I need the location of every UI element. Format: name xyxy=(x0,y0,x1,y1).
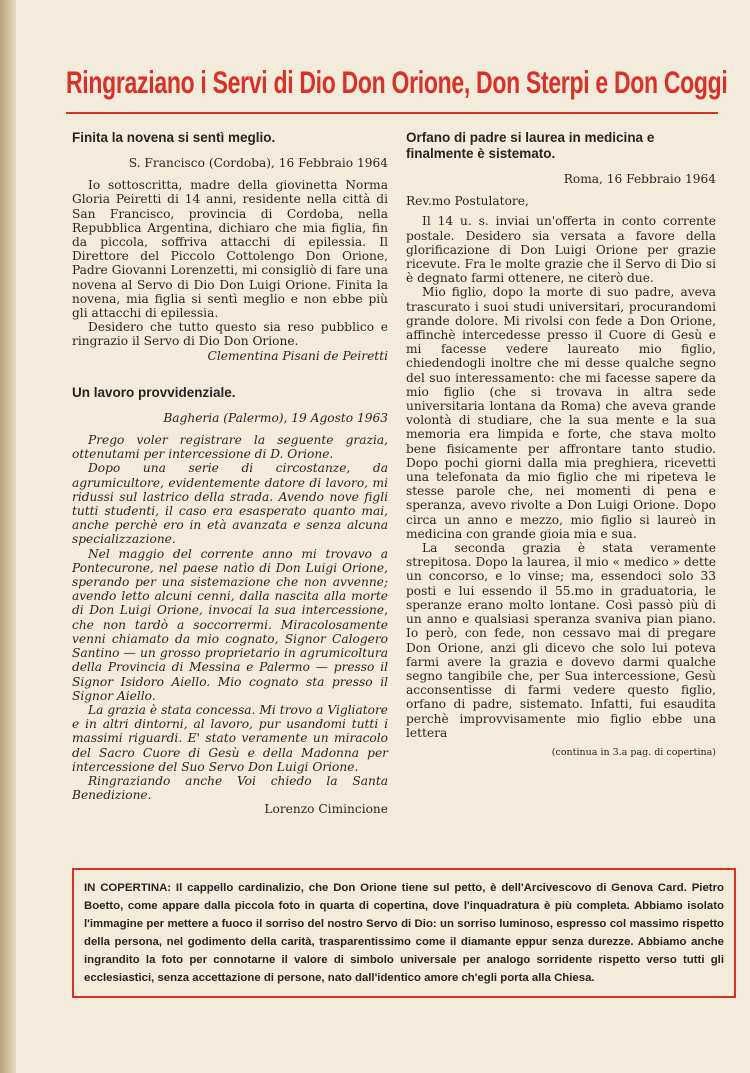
article-dateline: Bagheria (Palermo), 19 Agosto 1963 xyxy=(163,410,388,425)
article-paragraph: Io sottoscritta, madre della giovinetta Norma Gloria Peiretti di 14 anni, residente nella città di San Francisco, provincia di Cordoba, nella Repubblica Argentina, dichiaro che mia figlia, fin da piccola, soffriva attacchi di epilessia. Il Direttore del Piccolo Cottolengo Don Orione, Padre Giovanni Lorenzetti, mi consigliò di fare una novena al Servo di Dio Don Luigi Orione. Finita la novena, mia figlia si sentì meglio e non ebbe più gli attacchi di epilessia. xyxy=(72,178,388,321)
cover-note-label: IN COPERTINA: xyxy=(84,882,172,894)
cover-note-box xyxy=(72,868,736,998)
article-lavoro xyxy=(72,385,388,817)
article-title: Orfano di padre si laurea in medicina e finalmente è sistemato. xyxy=(406,130,655,161)
continuation-note: (continua in 3.a pag. di copertina) xyxy=(551,746,716,758)
article-paragraph: Il 14 u. s. inviai un'offerta in conto corrente postale. Desidero sia versata a favore della glorificazione di Don Luigi Orione per grazie ricevute. Fra le molte grazie che il Servo di Dio si è degnato farmi ottenere, ne citerò due. xyxy=(406,214,716,286)
page-headline: Ringraziano i Servi di Dio Don Orione, Don Sterpi e Don Coggi xyxy=(66,64,728,100)
article-paragraph: Dopo una serie di circostanze, da agrumicultore, evidentemente datore di lavoro, mi ridussi sul lastrico della strada. Avendo nove figli tutti studenti, il caso era esasperato quanto mai, anche perchè ero in età avanzata e senza alcuna specializzazione. xyxy=(72,461,388,547)
article-dateline: S. Francisco (Cordoba), 16 Febbraio 1964 xyxy=(128,156,388,170)
left-column xyxy=(72,130,388,817)
headline-rule xyxy=(66,112,718,114)
right-column xyxy=(406,130,716,760)
article-paragraph: La grazia è stata concessa. Mi trovo a Vigliatore e in altri dintorni, al lavoro, pur usandomi tutti i massimi riguardi. E' stato veramente un miracolo del Sacro Cuore di Gesù e della Madonna per intercessione del Suo Servo Don Luigi Orione. xyxy=(72,702,388,774)
article-paragraph: La seconda grazia è stata veramente strepitosa. Dopo la laurea, il mio « medico » dette un concorso, e lo vinse; ma, essendoci solo 33 posti e lui essendo il 55.mo in graduatoria, le speranze erano molto lontane. Così passò più di un anno e qualsiasi speranza svaniva pian piano. Io però, con fede, non cessavo mai di pregare Don Orione, anzi gli dicevo che solo lui poteva farmi avere la grazia e dovevo darmi qualche segno tangibile che, per Sua intercessione, Gesù acconsentisse di farmi vedere questo figlio, orfano di padre, sistemato. Infatti, fui esaudita perchè improvvisamente mio figlio ebbe una lettera xyxy=(406,541,716,740)
article-salutation: Rev.mo Postulatore, xyxy=(406,194,529,209)
article-signature: Clementina Pisani de Peiretti xyxy=(207,348,388,363)
article-orfano xyxy=(406,130,716,760)
article-signature: Lorenzo Cimincione xyxy=(264,802,388,817)
article-closing: Ringraziando anche Voi chiedo la Santa Benedizione. xyxy=(72,773,388,803)
article-paragraph: Prego voler registrare la seguente grazia, ottenutami per intercessione di D. Orione. xyxy=(72,433,388,462)
article-paragraph: Desidero che tutto questo sia reso pubblico e ringrazio il Servo di Dio Don Orione. xyxy=(72,320,388,349)
article-dateline: Roma, 16 Febbraio 1964 xyxy=(563,172,716,186)
article-novena xyxy=(72,130,388,363)
cover-note-text: Il cappello cardinalizio, che Don Orione tiene sul petto, è dell'Arcivescovo di Genova Card. Pietro Boetto, come appare dalla piccola foto in quarta di copertina, dove l'inquadratura è più completa. Abbiamo isolato l'immagine per mettere a fuoco il sorriso del nostro Servo di Dio: un sorriso luminoso, espresso col massimo rispetto della persona, nel godimento della carità, trasparentissimo come il diamante eppur senza durezze. Abbiamo anche ingrandito la foto per connotarne il valore di simbolo universale per analogo sorridente rispetto verso tutti gli ecclesiastici, senza accettazione di persone, nato dall'identico amore ch'egli porta alla Chiesa. xyxy=(84,882,724,984)
book-spine-edge xyxy=(0,0,16,1073)
article-paragraph: Mio figlio, dopo la morte di suo padre, aveva trascurato i suoi studi universitari, procurandomi grande dolore. Mi rivolsi con fede a Don Orione, affinchè intercedesse presso il Cuore di Gesù e mi facesse vedere laureato mio figlio, chiedendogli inoltre che mi desse qualche segno del suo interessamento: che mi facesse sapere da mio figlio (che si trovava in altra sede universitaria lontana da Roma) che aveva grande volontà di studiare, che la sua mente e la sua memoria era limpida e forte, che stava molto bene fisicamente per affrontare tanto studio. Dopo pochi giorni dalla mia preghiera, ricevetti una telefonata da mio figlio che mi ripeteva le stesse parole che, nei momenti di pena e speranza, avevo rivolte a Don Luigi Orione. Dopo circa un anno e mezzo, mio figlio si laureò in medicina con grande gioia mia e sua. xyxy=(406,285,716,541)
article-title: Un lavoro provvidenziale. xyxy=(72,384,236,400)
article-paragraph: Nel maggio del corrente anno mi trovavo a Pontecurone, nel paese natìo di Don Luigi Orione, sperando per una sistemazione che non avvenne; avendo letto alcuni cenni, dalla nascita alla morte di Don Luigi Orione, invocai la sua intercessione, che non tardò a soccorrermi. Miracolosamente venni chiamato da mio cognato, Signor Calogero Santino — un grosso proprietario in agrumicoltura della Provincia di Messina e Palermo — presso il Signor Isidoro Aiello. Mio cognato sta presso il Signor Aiello. xyxy=(72,546,388,703)
article-title: Finita la novena si sentì meglio. xyxy=(72,130,276,145)
